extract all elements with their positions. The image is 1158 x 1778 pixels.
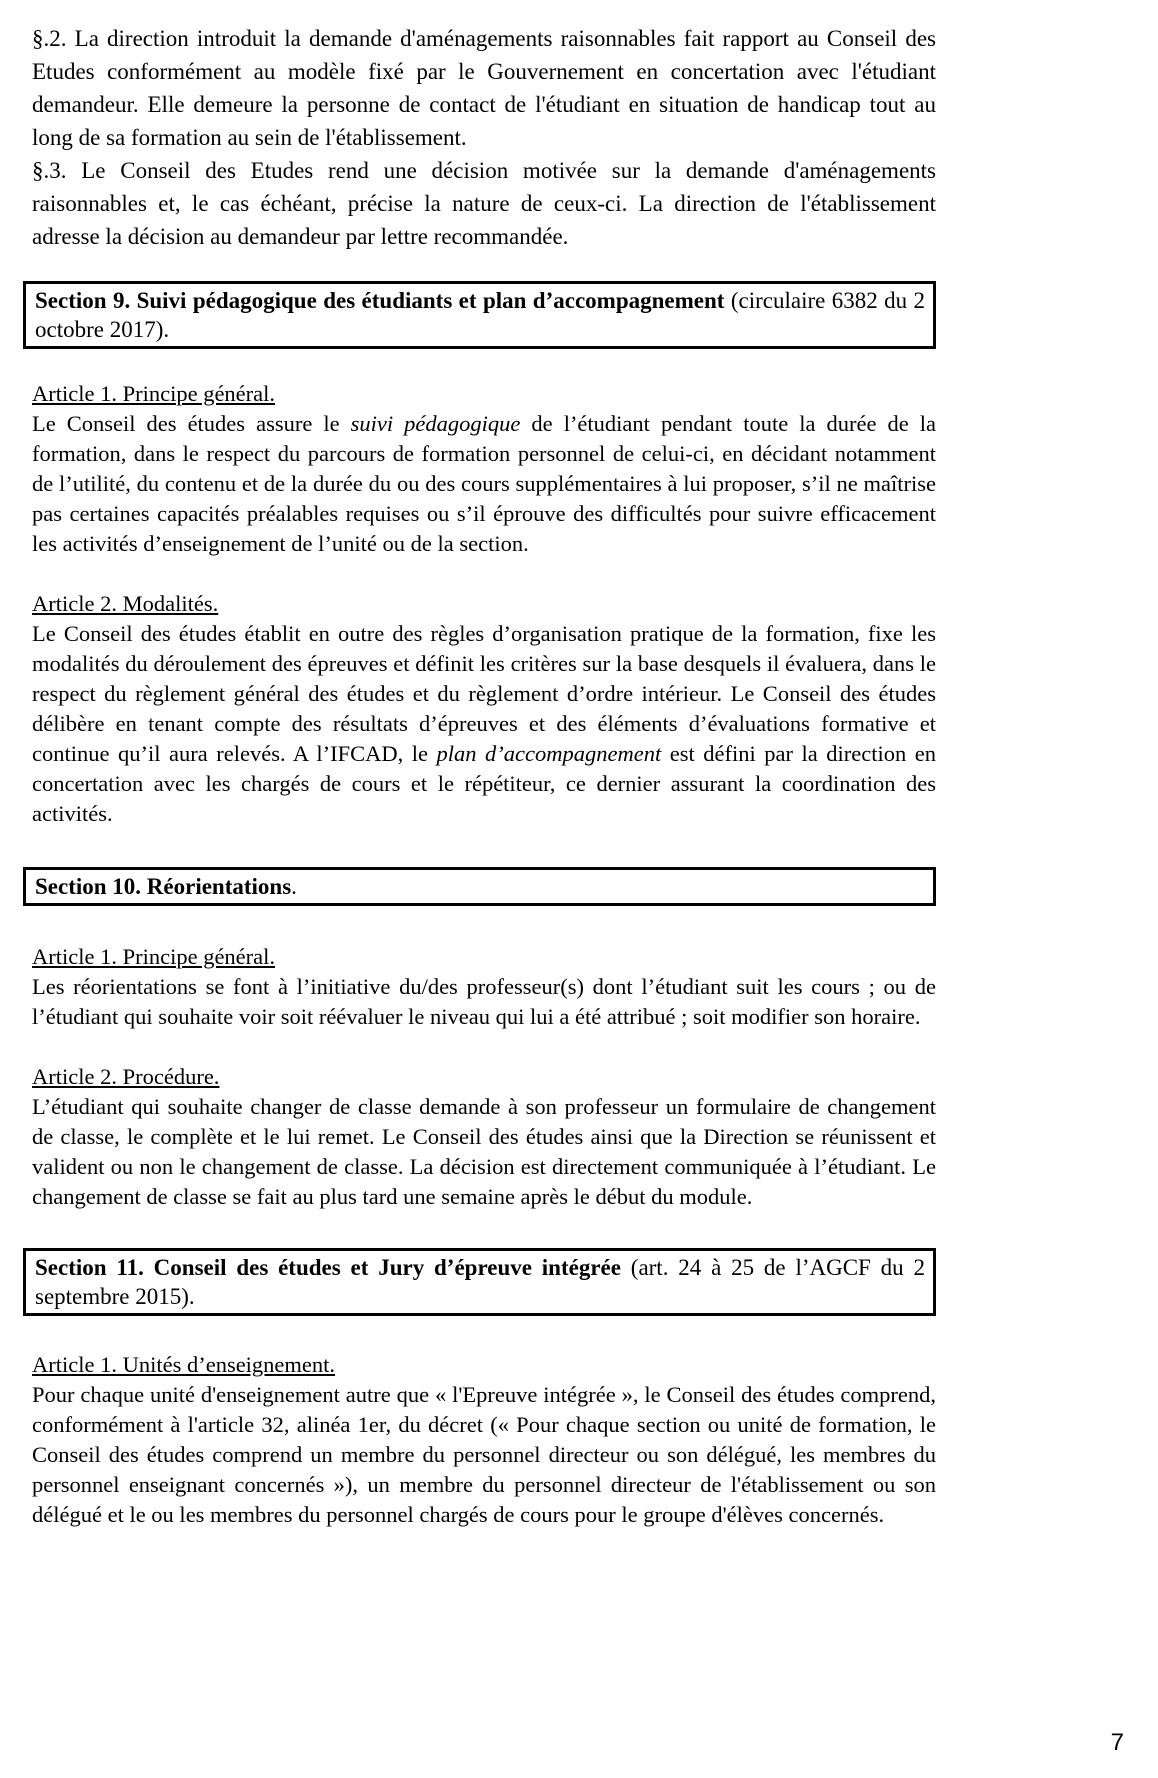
paragraph-s3: §.3. Le Conseil des Etudes rend une décision motivée sur la demande d'aménagements raisonnables et, le cas échéant, précise la nature de ceux-ci. La direction de l'établissement adresse la décision au demandeur par lettre recommandée. bbox=[32, 158, 936, 249]
section-9-article-1-text: Le Conseil des études assure le suivi pédagogique de l’étudiant pendant toute la durée de la formation, dans le respect du parcours de formation personnel de celui-ci, en décidant notamment de l’utilité, du contenu et de la durée du ou des cours supplémentaires à lui proposer, s’il ne maîtrise pas certaines capacités préalables requises ou s’il éprouve des difficultés pour suivre efficacement les activités d’enseignement de l’unité ou de la section. bbox=[32, 411, 936, 556]
section-9-article-1-heading: Article 1. Principe général. bbox=[32, 381, 276, 406]
section-11-article-1-text: Pour chaque unité d'enseignement autre que « l'Epreuve intégrée », le Conseil des études comprend, conformément à l'article 32, alinéa 1er, du décret (« Pour chaque section ou unité de formation, le Conseil des études comprend un membre du personnel directeur ou son délégué, les membres du personnel enseignant concernés »), un membre du personnel directeur de l'établissement ou son délégué et le ou les membres du personnel chargés de cours pour le groupe d'élèves concernés. bbox=[32, 1382, 936, 1527]
paragraph-s2: §.2. La direction introduit la demande d'aménagements raisonnables fait rapport au Conseil des Etudes conformément au modèle fixé par le Gouvernement en concertation avec l'étudiant demandeur. Elle demeure la personne de contact de l'étudiant en situation de handicap tout au long de sa formation au sein de l'établissement. bbox=[32, 26, 936, 150]
section-10-article-1-heading: Article 1. Principe général. bbox=[32, 944, 276, 969]
section-11-title-normal: (art. 24 à 25 de l’AGCF du 2 septembre 2015). bbox=[35, 1255, 925, 1309]
section-9-box bbox=[23, 281, 936, 349]
section-11-title bbox=[35, 1253, 925, 1311]
section-10-article-1-text: Les réorientations se font à l’initiative du/des professeur(s) dont l’étudiant suit les cours ; ou de l’étudiant qui souhaite voir soit réévaluer le niveau qui lui a été attribué ; soit modifier son horaire. bbox=[32, 974, 936, 1029]
section-9-title bbox=[35, 286, 925, 344]
section-10-title-normal: . bbox=[291, 874, 297, 899]
section-9-title-normal: (circulaire 6382 du 2 octobre 2017). bbox=[35, 288, 926, 342]
section-10-box bbox=[23, 867, 936, 906]
section-11-title-bold: Section 11. Conseil des études et Jury d’épreuve intégrée bbox=[35, 1255, 621, 1280]
section-9-article-2-heading: Article 2. Modalités. bbox=[32, 591, 219, 616]
section-10-title-bold: Section 10. Réorientations bbox=[35, 874, 292, 899]
section-10-article-2-heading: Article 2. Procédure. bbox=[32, 1064, 220, 1089]
intro-paragraphs bbox=[32, 22, 936, 253]
section-10-title bbox=[35, 872, 925, 901]
section-9-title-bold: Section 9. Suivi pédagogique des étudiants et plan d’accompagnement bbox=[35, 288, 725, 313]
section-9-article-2-text: Le Conseil des études établit en outre des règles d’organisation pratique de la formation, fixe les modalités du déroulement des épreuves et définit les critères sur la base desquels il évaluera, dans le respect du règlement général des études et du règlement d’ordre intérieur. Le Conseil des études délibère en tenant compte des résultats d’épreuves et des éléments d’évaluations formative et continue qu’il aura relevés. A l’IFCAD, le plan d’accompagnement est défini par la direction en concertation avec les chargés de cours et le répétiteur, ce dernier assurant la coordination des activités. bbox=[32, 621, 936, 826]
section-10-article-2-text: L’étudiant qui souhaite changer de classe demande à son professeur un formulaire de changement de classe, le complète et le lui remet. Le Conseil des études ainsi que la Direction se réunissent et valident ou non le changement de classe. La décision est directement communiquée à l’étudiant. Le changement de classe se fait au plus tard une semaine après le début du module. bbox=[32, 1094, 936, 1209]
page-number: 7 bbox=[1110, 1729, 1124, 1756]
section-11-box bbox=[23, 1248, 936, 1316]
section-11-article-1-heading: Article 1. Unités d’enseignement. bbox=[32, 1352, 336, 1377]
